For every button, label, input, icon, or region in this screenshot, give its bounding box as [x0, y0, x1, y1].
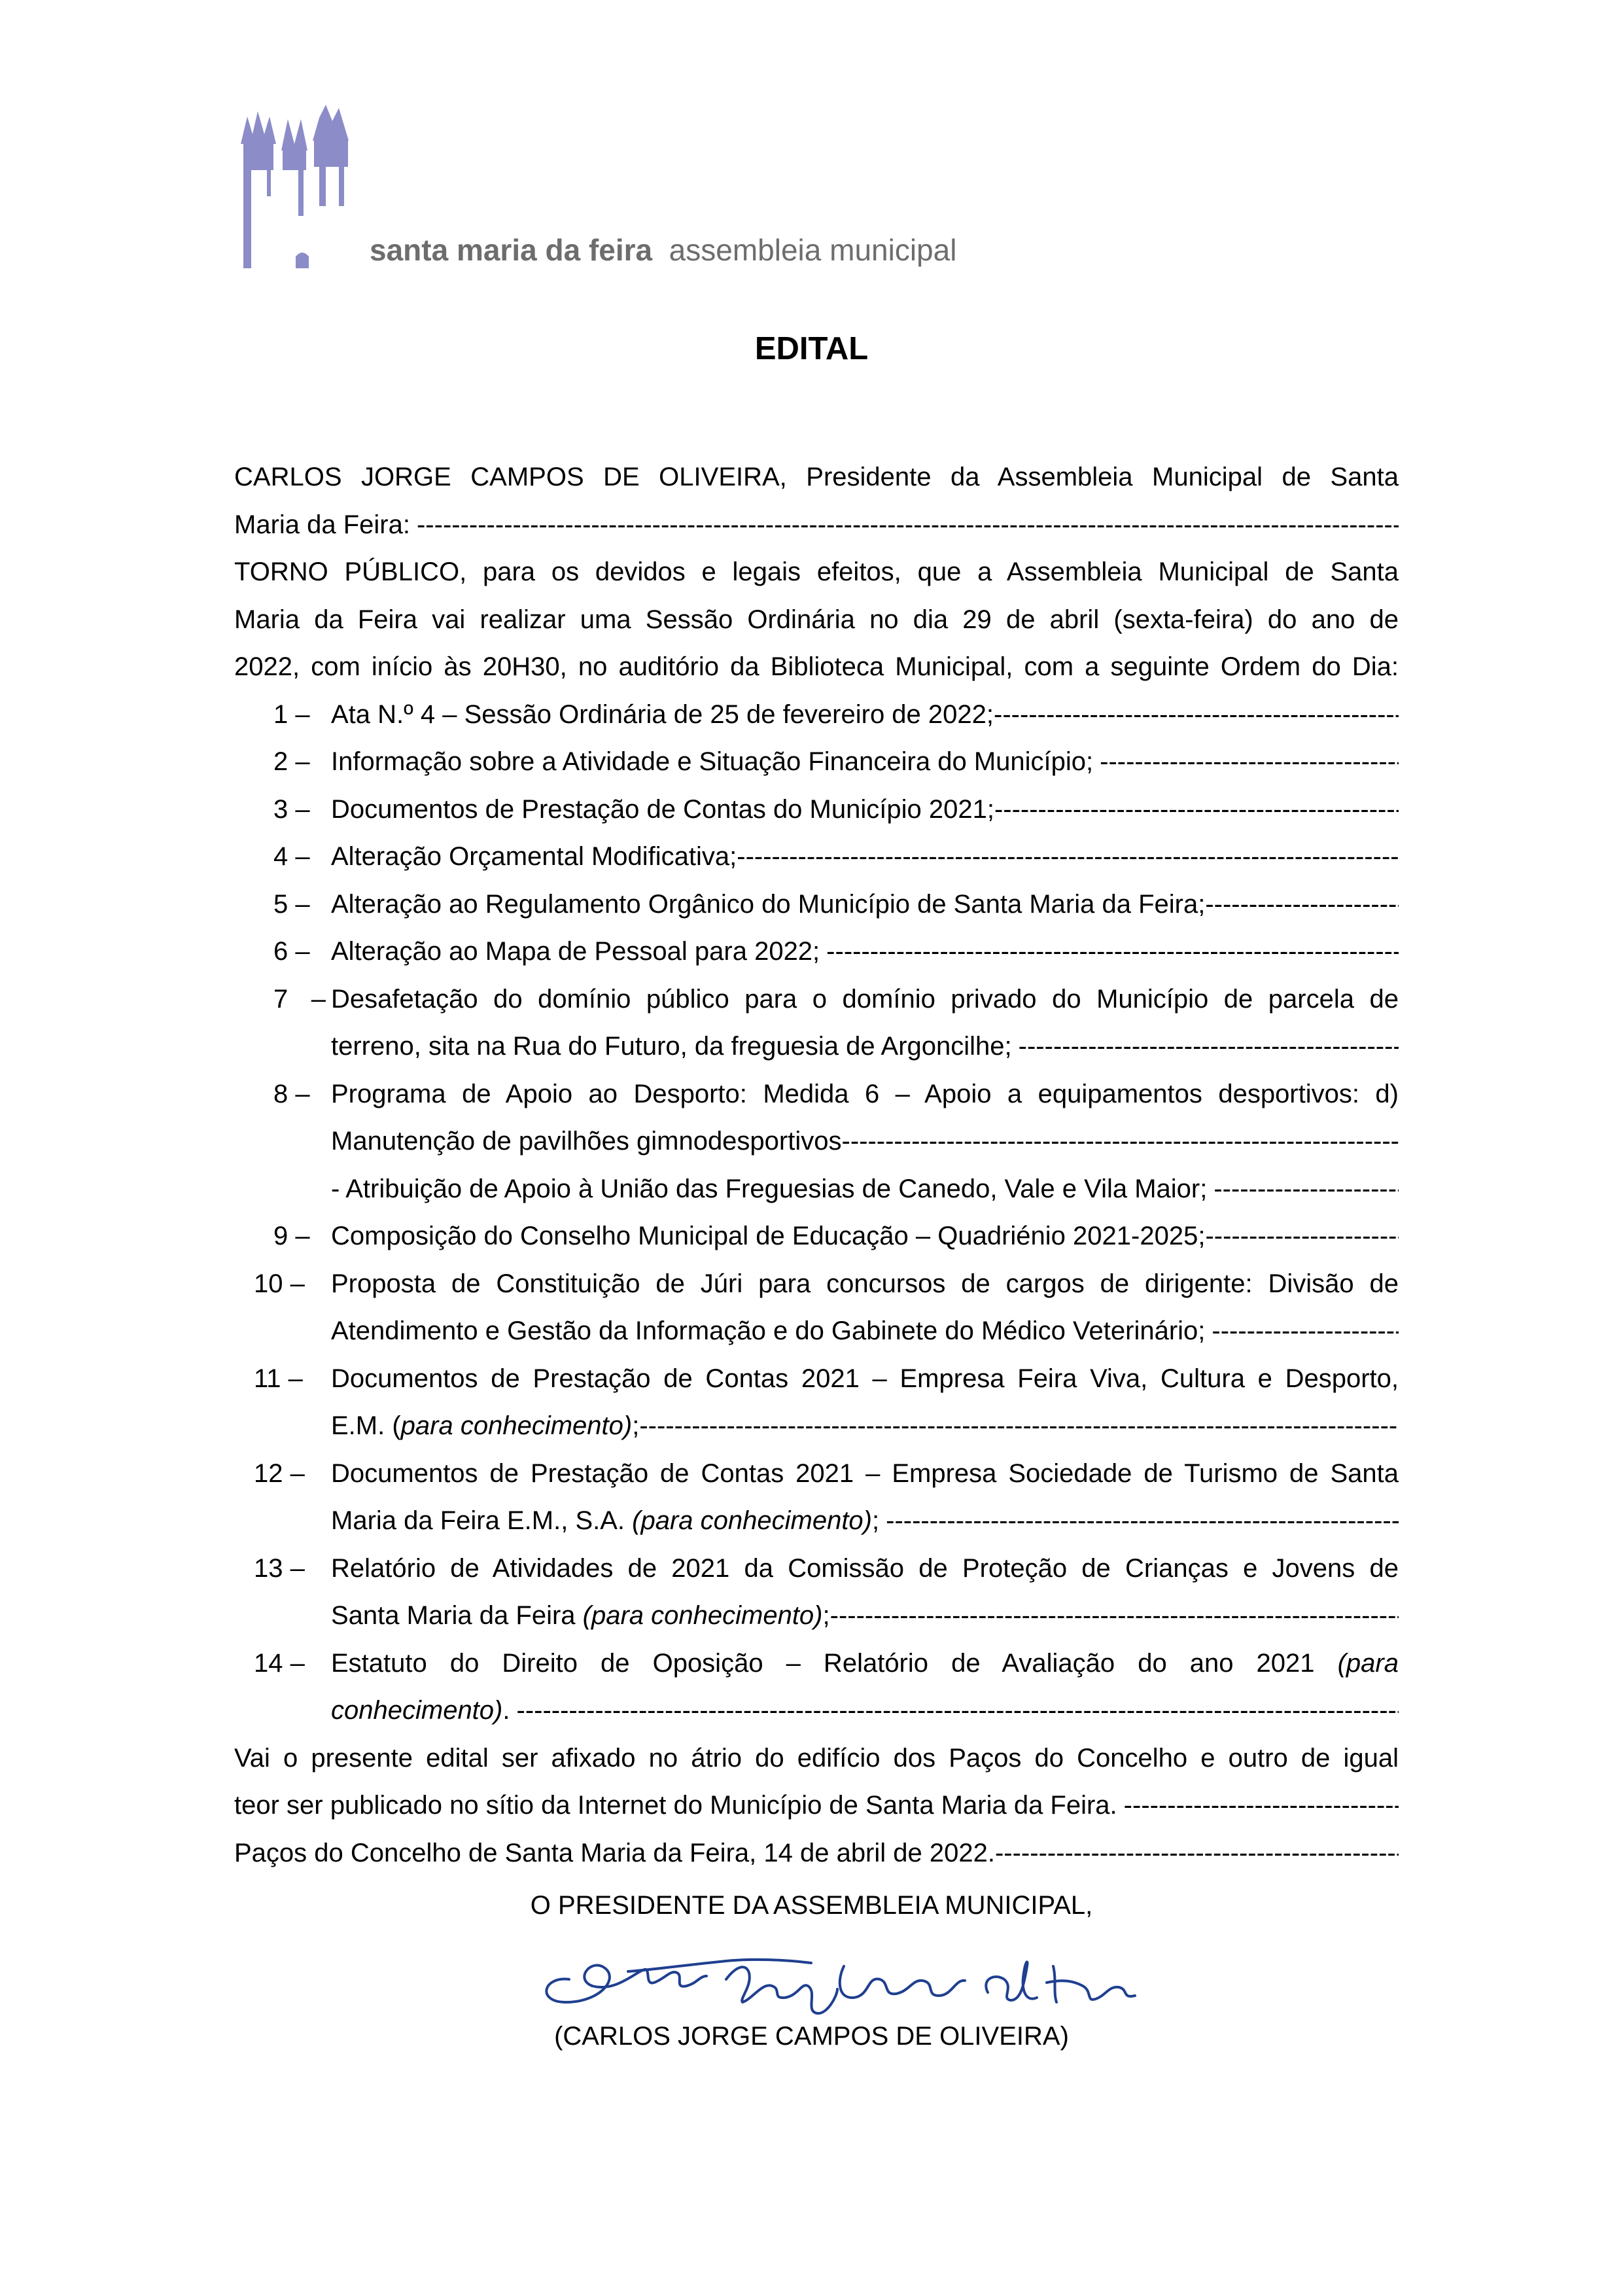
brand-suffix: assembleia municipal [669, 233, 957, 267]
agenda-item-1 [234, 691, 1399, 739]
intro-line-2-text: Maria da Feira: [234, 510, 410, 539]
agenda-item-text: Alteração ao Mapa de Pessoal para 2022; [331, 937, 820, 966]
agenda-item-14-cont [234, 1687, 1399, 1735]
agenda-item-number: 11 – [254, 1364, 303, 1393]
agenda-item-9 [234, 1212, 1399, 1260]
brand-name: santa maria da feira [370, 233, 653, 267]
agenda-item-8 [234, 1070, 1399, 1118]
agenda-item-note: (para [1337, 1648, 1399, 1678]
agenda-item-13-cont [234, 1592, 1399, 1640]
agenda-item-text: Alteração ao Regulamento Orgânico do Município de Santa Maria da Feira; [331, 889, 1206, 919]
agenda-item-number: 8 – [273, 1079, 310, 1108]
agenda-item-text: Desafetação do domínio público para o domínio privado do Município de parcela de [331, 984, 1399, 1014]
agenda-item-number: 13 – [254, 1553, 305, 1583]
agenda-item-number: 1 – [273, 699, 310, 729]
agenda-item-12 [234, 1450, 1399, 1498]
agenda-item-13 [234, 1545, 1399, 1593]
agenda-item-text [331, 1640, 1399, 1687]
agenda-item-7 [234, 976, 1399, 1023]
intro-line-3: TORNO PÚBLICO, para os devidos e legais efeitos, que a Assembleia Municipal de Santa [234, 557, 1399, 586]
agenda-item-2 [234, 738, 1399, 786]
agenda-item-number: 2 – [273, 747, 310, 776]
intro-line-4: Maria da Feira vai realizar uma Sessão Ordinária no dia 29 de abril (sexta-feira) do ano de [234, 605, 1399, 634]
agenda-item-text-cont: terreno, sita na Rua do Futuro, da freguesia de Argoncilhe; [331, 1032, 1012, 1061]
agenda-item-text: Relatório de Atividades de 2021 da Comissão de Proteção de Crianças e Jovens de [331, 1553, 1399, 1583]
agenda-item-text: Ata N.º 4 – Sessão Ordinária de 25 de fevereiro de 2022; [331, 699, 994, 729]
agenda-item-number: 6 – [273, 937, 310, 966]
intro-line-5: 2022, com início às 20H30, no auditório da Biblioteca Municipal, com a seguinte Ordem do Dia: [234, 652, 1399, 681]
agenda-item-number: 3 – [273, 794, 310, 824]
agenda-item-note: para conhecimento) [400, 1411, 633, 1440]
agenda-item-text-cont: Maria da Feira E.M., S.A. [331, 1506, 633, 1535]
agenda-item-number: 14 – [254, 1648, 305, 1678]
closing-line-1: Vai o presente edital ser afixado no átrio do edifício dos Paços do Concelho e outro de igual [234, 1743, 1399, 1773]
agenda-item-5 [234, 881, 1399, 928]
agenda-item-text-cont: Santa Maria da Feira [331, 1601, 583, 1630]
agenda-item-10 [234, 1260, 1399, 1308]
agenda-item-10-cont [234, 1307, 1399, 1355]
intro-line-2 [234, 501, 1399, 549]
agenda-item-11-cont [234, 1402, 1399, 1450]
agenda-item-end: ; [872, 1506, 880, 1535]
signatory-name: (CARLOS JORGE CAMPOS DE OLIVEIRA) [554, 2022, 1069, 2051]
agenda-item-number: 9 – [273, 1222, 310, 1250]
agenda-item-text-cont: Manutenção de pavilhões gimnodesportivos [331, 1127, 842, 1156]
closing-line-2 [234, 1782, 1399, 1829]
agenda-item-subtext: - Atribuição de Apoio à União das Freguesias de Canedo, Vale e Vila Maior; [331, 1174, 1208, 1203]
closing-line-3-text: Paços do Concelho de Santa Maria da Feira, 14 de abril de 2022. [234, 1838, 995, 1867]
agenda-item-14 [234, 1640, 1399, 1687]
agenda-item-7-cont [234, 1023, 1399, 1070]
agenda-item-text: Alteração Orçamental Modificativa; [331, 842, 737, 871]
signatory-role: O PRESIDENTE DA ASSEMBLEIA MUNICIPAL, [530, 1891, 1093, 1920]
agenda-item-11 [234, 1355, 1399, 1403]
intro-line-1: CARLOS JORGE CAMPOS DE OLIVEIRA, Presidente da Assembleia Municipal de Santa [234, 463, 1399, 491]
castle-logo-icon [241, 105, 358, 268]
agenda-item-end: ; [632, 1411, 640, 1440]
agenda-item-number: 7 – [273, 984, 326, 1014]
agenda-item-text: Proposta de Constituição de Júri para concursos de cargos de dirigente: Divisão de [331, 1269, 1399, 1298]
agenda-item-8-cont [234, 1118, 1399, 1165]
agenda-item-number: 4 – [273, 842, 310, 871]
agenda-item-text: Documentos de Prestação de Contas 2021 – Empresa Feira Viva, Cultura e Desporto, [331, 1364, 1399, 1393]
agenda-item-12-cont [234, 1497, 1399, 1545]
agenda-item-note-cont: conhecimento) [331, 1696, 503, 1725]
agenda-item-number: 12 – [254, 1458, 305, 1488]
agenda-item-end: ; [822, 1601, 830, 1630]
brand-text [370, 232, 956, 268]
closing-line-2-text: teor ser publicado no sítio da Internet do Município de Santa Maria da Feira. [234, 1791, 1117, 1820]
agenda-item-number: 5 – [273, 889, 310, 919]
agenda-item-text-main: Estatuto do Direito de Oposição – Relatório de Avaliação do ano 2021 [331, 1648, 1338, 1678]
agenda-item-6 [234, 928, 1399, 976]
agenda-item-text: Documentos de Prestação de Contas 2021 – Empresa Sociedade de Turismo de Santa [331, 1458, 1399, 1488]
agenda-item-text: Documentos de Prestação de Contas do Município 2021; [331, 794, 994, 824]
agenda-item-text: Informação sobre a Atividade e Situação Financeira do Município; [331, 747, 1094, 776]
closing-line-3 [234, 1829, 1399, 1877]
handwritten-signature [530, 1940, 1151, 2025]
agenda-item-3 [234, 786, 1399, 834]
agenda-item-4 [234, 833, 1399, 881]
agenda-item-text: Composição do Conselho Municipal de Educação – Quadriénio 2021-2025; [331, 1222, 1206, 1250]
agenda-item-end: . [502, 1696, 510, 1725]
agenda-item-text-cont: E.M. ( [331, 1411, 401, 1440]
agenda-item-note: (para conhecimento) [582, 1601, 823, 1630]
agenda-item-number: 10 – [254, 1269, 305, 1298]
agenda-item-note: (para conhecimento) [632, 1506, 872, 1535]
agenda-item-text: Programa de Apoio ao Desporto: Medida 6 – Apoio a equipamentos desportivos: d) [331, 1079, 1399, 1108]
document-body [234, 453, 1399, 1877]
agenda-item-text-cont: Atendimento e Gestão da Informação e do Gabinete do Médico Veterinário; [331, 1316, 1206, 1345]
agenda-item-8-sub [234, 1165, 1399, 1213]
page-title: EDITAL [754, 331, 869, 366]
